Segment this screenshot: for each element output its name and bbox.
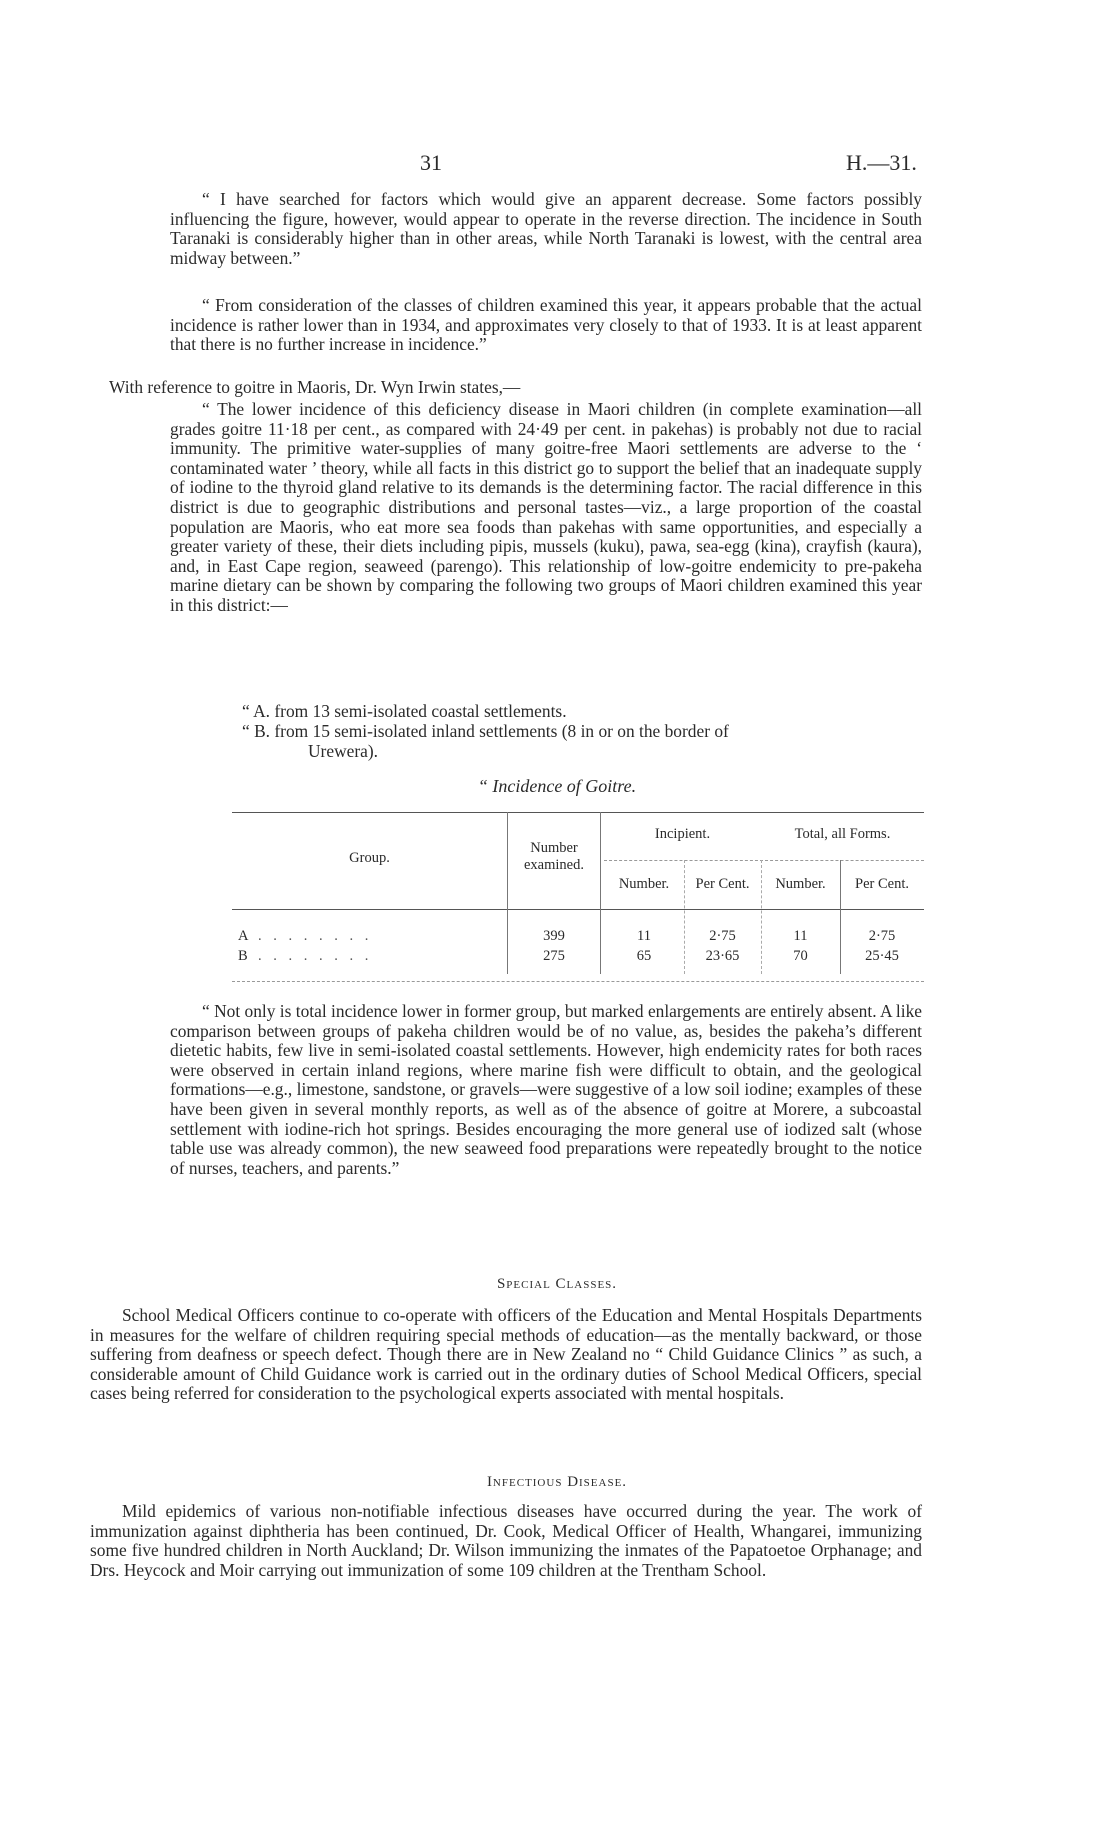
group-b-description-cont: Urewera).: [308, 741, 378, 761]
table-col-divider: [600, 812, 601, 974]
paragraph-infectious-disease: Mild epidemics of various non-notifiable infectious diseases have occurred during the year. The work of immunization against diphtheria has been continued, Dr. Cook, Medical Officer of Health, Whangarei, immunizing some five hundred children in North Auckland; Dr. Wilson immunizing the inmates of the Papatoetoe Orphanage; and Drs. Heycock and Moir carrying out immunization of some 109 children at the Trentham School.: [90, 1501, 922, 1580]
row-leader-dots: . . . . . . . .: [258, 928, 373, 944]
section-heading-special-classes: Special Classes.: [496, 1276, 618, 1292]
table-bottom-rule: [232, 981, 924, 982]
paragraph-irwin-quote: “ The lower incidence of this deficiency disease in Maori children (in complete examination—all grades goitre 11·18 per cent., as compared with 24·49 per cent. in pakehas) is probably not due to racial immunity. The primitive water-supplies of many goitre-free Maori settlements are adverse to the ‘ contaminated water ’ theory, while all facts in this district go to support the belief that an inadequate supply of iodine to the thyroid gland relative to its demands is the determining factor. The racial difference in this district is due to geographic distributions and personal tastes—viz., a large proportion of the coastal population are Maoris, who eat more sea foods than pakehas with same opportunities, and especially a greater variety of these, their diets including pipis, mussels (kuku), pawa, sea-egg (kina), crayfish (kaura), and, in East Cape region, seaweed (parengo). This relationship of low-goitre endemicity to pre-pakeha marine dietary can be shown by comparing the following two groups of Maori children examined this year in this district:—: [170, 399, 922, 615]
row-total-per-cent: 25·45: [865, 948, 899, 964]
row-group-label: A: [238, 928, 249, 944]
paragraph-special-classes: School Medical Officers continue to co-operate with officers of the Education and Mental Hospitals Departments in measures for the welfare of children requiring special methods of education—as the mentally backward, or those suffering from deafness or speech defect. Though there are in New Zealand no “ Child Guidance Clinics ” as such, a considerable amount of Child Guidance work is carried out in the ordinary duties of School Medical Officers, special cases being referred for consideration to the psychological experts associated with mental hospitals.: [90, 1305, 922, 1404]
goitre-incidence-table: [232, 808, 924, 986]
row-incipient-per-cent: 2·75: [709, 928, 736, 944]
paragraph-comparison-result: “ Not only is total incidence lower in former group, but marked enlargements are entirely absent. A like comparison between groups of pakeha children would be of no value, as, besides the pakeha’s different dietetic habits, few live in semi-isolated coastal settlements. However, high endemicity rates for both races were observed in certain inland regions, where marine fish were difficult to obtain, and the geological formations—e.g., limestone, sandstone, or gravels—were suggestive of a low soil iodine; examples of these have been given in several monthly reports, as well as of the absence of goitre at Morere, a subcoastal settlement with iodine-rich hot springs. Besides encouraging the more general use of iodized salt (whose table use was already common), the new seaweed food preparations were repeatedly brought to the notice of nurses, teachers, and parents.”: [170, 1001, 922, 1178]
row-group-label: B: [238, 948, 248, 964]
document-reference: H.—31.: [846, 150, 917, 175]
header-incipient-number: Number.: [618, 876, 670, 892]
page-number: 31: [420, 150, 442, 175]
paragraph-maori-intro: With reference to goitre in Maoris, Dr. Wyn Irwin states,—: [109, 377, 521, 397]
section-heading-infectious-disease: Infectious Disease.: [486, 1474, 628, 1490]
row-total-number: 11: [793, 928, 808, 944]
table-top-rule: [232, 812, 924, 813]
row-incipient-number: 11: [637, 928, 651, 944]
table-subheader-rule: [604, 860, 924, 861]
table-title: “ Incidence of Goitre.: [477, 776, 637, 796]
paragraph-incidence-1934: “ From consideration of the classes of children examined this year, it appears probable that the actual incidence is rather lower than in 1934, and approximates very closely to that of 1933. It is at least apparent that there is no further increase in incidence.”: [170, 295, 922, 355]
table-col-divider: [507, 812, 508, 974]
row-incipient-number: 65: [636, 948, 652, 964]
header-total-all-forms: Total, all Forms.: [794, 826, 891, 842]
row-leader-dots: . . . . . . . .: [258, 948, 373, 964]
group-b-description: “ B. from 15 semi-isolated inland settlements (8 in or on the border of: [242, 721, 729, 741]
header-group: Group.: [349, 850, 390, 866]
row-incipient-per-cent: 23·65: [705, 948, 740, 964]
header-total-number: Number.: [775, 876, 826, 892]
row-number-examined: 399: [543, 928, 565, 944]
group-a-description: “ A. from 13 semi-isolated coastal settlements.: [242, 701, 567, 721]
row-total-number: 70: [793, 948, 808, 964]
row-number-examined: 275: [543, 948, 565, 964]
header-number-examined: Number examined.: [524, 840, 584, 873]
paragraph-taranaki-factors: “ I have searched for factors which would give an apparent decrease. Some factors possibly influencing the figure, however, would appear to operate in the reverse direction. The incidence in South Taranaki is considerably higher than in other areas, while North Taranaki is lowest, with the central area midway between.”: [170, 189, 922, 268]
header-total-per-cent: Per Cent.: [855, 876, 909, 892]
header-incipient-per-cent: Per Cent.: [695, 876, 750, 892]
table-header-rule: [232, 909, 924, 910]
row-total-per-cent: 2·75: [868, 928, 896, 944]
header-incipient: Incipient.: [654, 826, 711, 842]
